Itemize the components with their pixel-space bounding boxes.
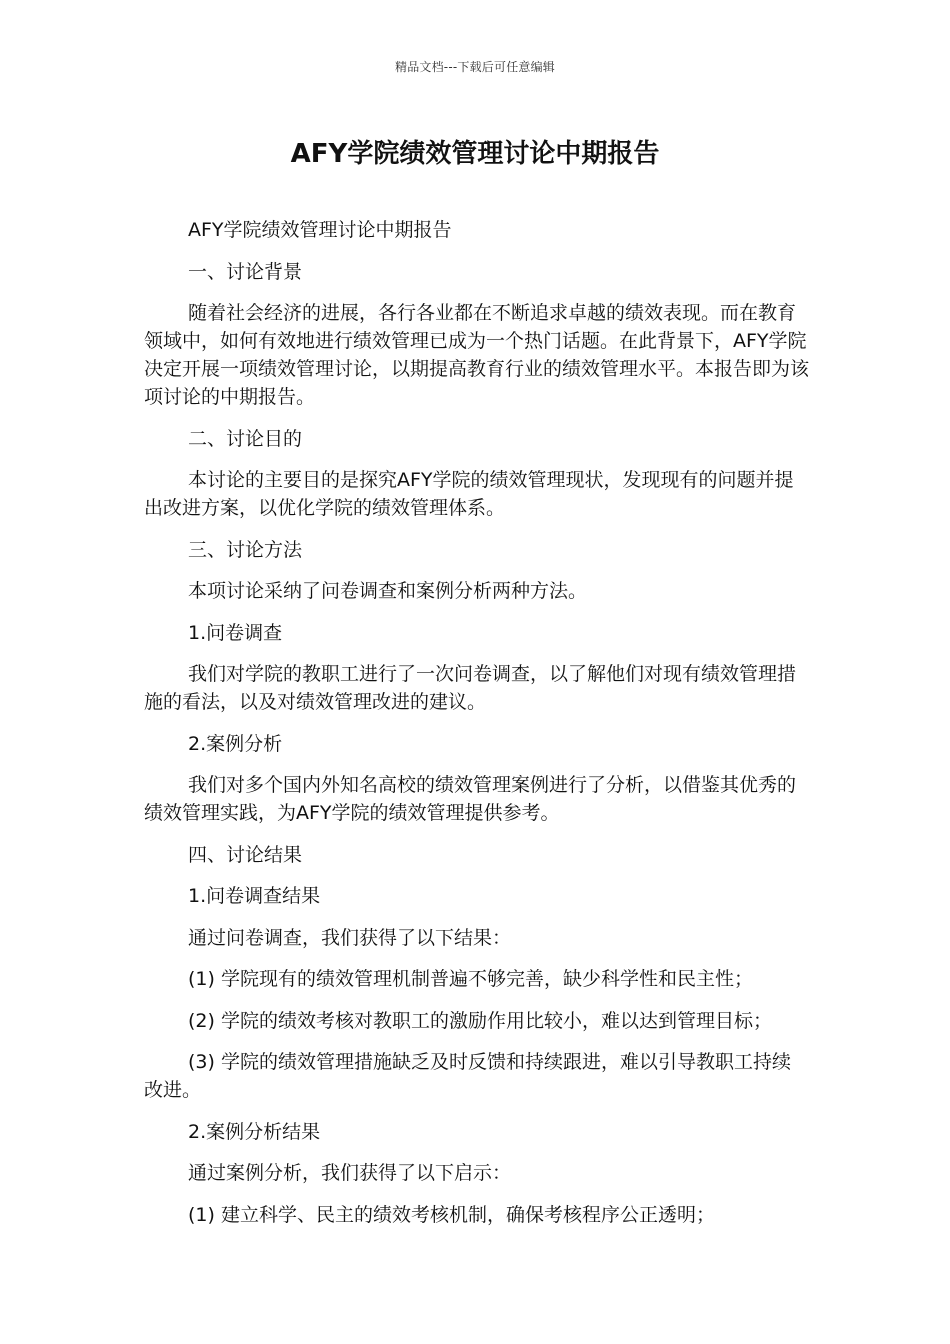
- subheading-survey: 1.问卷调查: [188, 621, 283, 644]
- list-item-result-2: (2) 学院的绩效考核对教职工的激励作用比较小，难以达到管理目标；: [188, 1009, 772, 1032]
- paragraph-survey-results-intro: 通过问卷调查，我们获得了以下结果：: [188, 926, 512, 949]
- header-note: 精品文档---下载后可任意编辑: [395, 60, 555, 74]
- paragraph-purpose: 本讨论的主要目的是探究AFY学院的绩效管理现状，发现现有的问题并提出改进方案，以优化学院的绩效管理体系。: [144, 469, 794, 519]
- paragraph-case-results-intro: 通过案例分析，我们获得了以下启示：: [188, 1162, 512, 1184]
- paragraph-subtitle: AFY学院绩效管理讨论中期报告: [188, 219, 452, 241]
- list-item-result-3: (3) 学院的绩效管理措施缺乏及时反馈和持续跟进，难以引导教职工持续改进。: [144, 1051, 791, 1101]
- section-heading-background: 一、讨论背景: [188, 260, 303, 283]
- paragraph-method: 本项讨论采纳了问卷调查和案例分析两种方法。: [188, 580, 588, 602]
- section-heading-purpose: 二、讨论目的: [188, 427, 303, 450]
- subheading-case-analysis: 2.案例分析: [188, 732, 283, 755]
- section-heading-results: 四、讨论结果: [188, 843, 303, 866]
- section-heading-method: 三、讨论方法: [188, 538, 303, 561]
- document-body: [144, 216, 809, 1242]
- list-item-insight-1: (1) 建立科学、民主的绩效考核机制，确保考核程序公正透明；: [188, 1203, 715, 1226]
- paragraph-case-analysis: 我们对多个国内外知名高校的绩效管理案例进行了分析，以借鉴其优秀的绩效管理实践，为AFY学院的绩效管理提供参考。: [144, 774, 797, 824]
- paragraph-background: 随着社会经济的进展，各行各业都在不断追求卓越的绩效表现。而在教育领域中，如何有效地进行绩效管理已成为一个热门话题。在此背景下，AFY学院决定开展一项绩效管理讨论，以期提高教育行业的绩效管理水平。本报告即为该项讨论的中期报告。: [144, 302, 810, 408]
- subheading-case-results: 2.案例分析结果: [188, 1120, 321, 1143]
- paragraph-survey: 我们对学院的教职工进行了一次问卷调查，以了解他们对现有绩效管理措施的看法，以及对绩效管理改进的建议。: [144, 663, 797, 713]
- list-item-result-1: (1) 学院现有的绩效管理机制普遍不够完善，缺少科学性和民主性；: [188, 968, 753, 990]
- document-title: AFY学院绩效管理讨论中期报告: [290, 139, 660, 169]
- subheading-survey-results: 1.问卷调查结果: [188, 885, 321, 907]
